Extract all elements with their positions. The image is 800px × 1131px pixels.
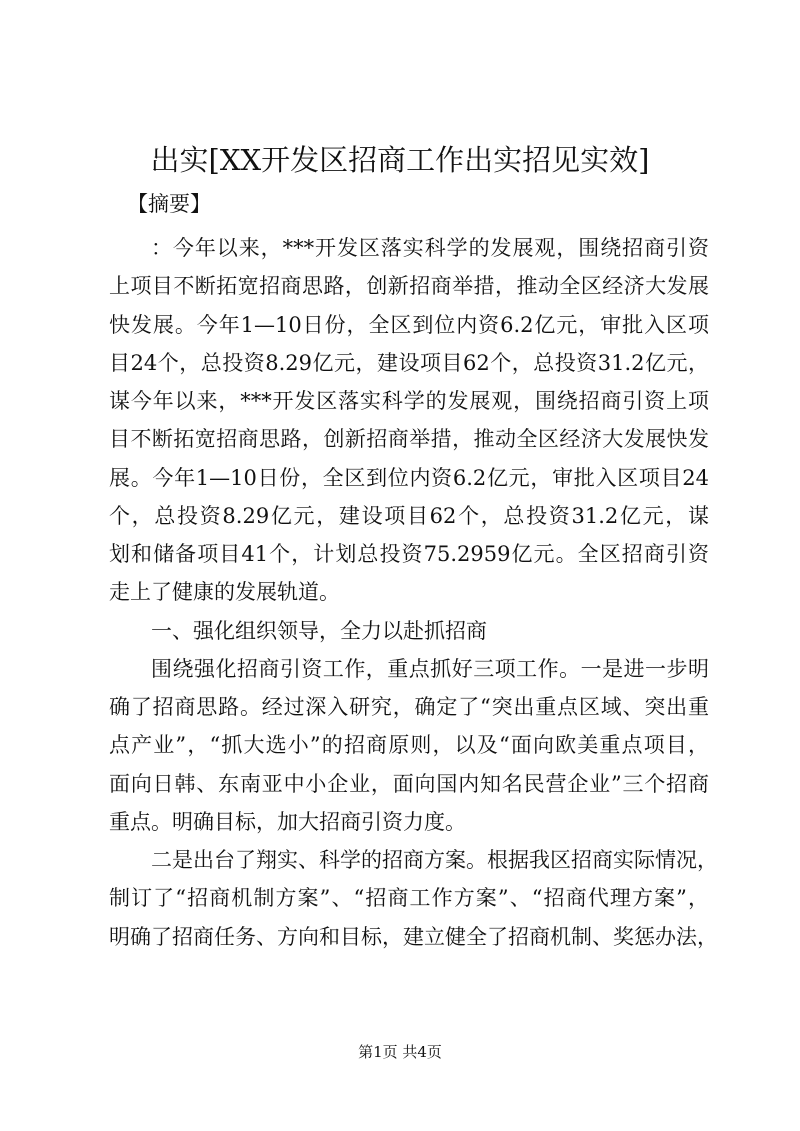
text-line: 个，总投资8.29亿元，建设项目62个，总投资31.2亿元，谋 [109, 503, 709, 528]
document-title: 出实[XX开发区招商工作出实招见实效] [150, 143, 650, 177]
text-line: 确了招商思路。经过深入研究，确定了“突出重点区域、突出重 [109, 695, 709, 719]
text-line: 目不断拓宽招商思路，创新招商举措，推动全区经济大发展快发 [109, 427, 709, 452]
text-line: 展。今年1—10日份，全区到位内资6.2亿元，审批入区项目24 [109, 465, 709, 490]
text-line: 目24个，总投资8.29亿元，建设项目62个，总投资31.2亿元， [109, 350, 709, 375]
text-line: 划和储备项目41个，计划总投资75.2959亿元。全区招商引资 [109, 542, 709, 566]
text-line: 谋今年以来，***开发区落实科学的发展观，围绕招商引资上项 [109, 389, 709, 413]
text-line: ：今年以来，***开发区落实科学的发展观，围绕招商引资 [151, 236, 709, 260]
section-heading: 一、强化组织领导，全力以赴抓招商 [151, 618, 487, 643]
text-line: 明确了招商任务、方向和目标，建立健全了招商机制、奖惩办法， [109, 924, 718, 949]
text-line: 制订了“招商机制方案”、“招商工作方案”、“招商代理方案”， [109, 886, 709, 911]
text-line: 重点。明确目标，加大招商引资力度。 [109, 809, 466, 834]
text-line: 上项目不断拓宽招商思路，创新招商举措，推动全区经济大发展 [109, 274, 709, 299]
text-line: 走上了健康的发展轨道。 [109, 580, 340, 605]
text-line: 点产业”，“抓大选小”的招商原则，以及“面向欧美重点项目， [109, 733, 709, 758]
text-line: 面向日韩、东南亚中小企业，面向国内知名民营企业”三个招商 [109, 771, 709, 796]
text-line: 二是出台了翔实、科学的招商方案。根据我区招商实际情况， [151, 848, 718, 872]
text-line: 围绕强化招商引资工作，重点抓好三项工作。一是进一步明 [151, 656, 709, 681]
body-text [109, 229, 718, 956]
text-line: 快发展。今年1—10日份，全区到位内资6.2亿元，审批入区项 [109, 312, 709, 337]
page-footer: 第1页 共4页 [358, 1043, 442, 1061]
abstract-label: 【摘要】 [127, 192, 211, 216]
